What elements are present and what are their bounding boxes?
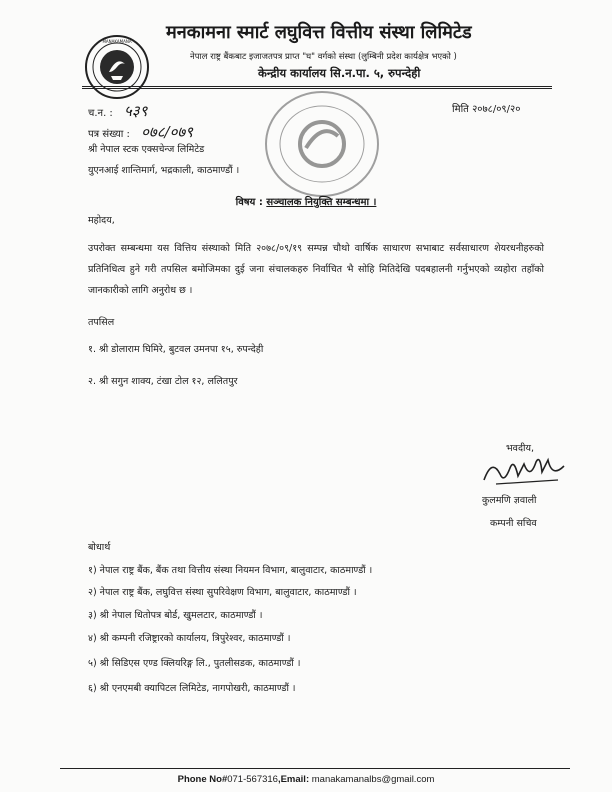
chalani-number xyxy=(88,101,147,121)
organization-office: केन्द्रीय कार्यालय सि.न.पा. ५, रुपन्देही xyxy=(258,66,421,80)
recipient-name: श्री नेपाल स्टक एक्सचेन्ज लिमिटेड xyxy=(88,144,205,155)
date-value: २०७८/०९/२० xyxy=(472,104,521,115)
body-paragraph: उपरोक्त सम्बन्धमा यस वित्तिय संस्थाको मिति २०७८/०९/१९ सम्पन्न चौथो वार्षिक साधारण सभाबाट सर्वसाधारण शेयरधनीहरुको प्रतिनिधित्व हुने गरी तपसिल बमोजिमका दुई जना संचालकहरु निर्वाचित भै सोहि मितिदेखि पदबहालनी गर्नुभएको व्यहोरा तहाँको जानकारीको लागि अनुरोध छ । xyxy=(88,243,544,296)
footer-divider xyxy=(60,768,570,769)
subject-text: सञ्चालक नियुक्ति सम्बन्धमा । xyxy=(266,197,377,208)
letter-date xyxy=(452,101,520,115)
salutation: महोदय, xyxy=(88,215,115,226)
cc-item: ५) श्री सिडिएस एण्ड क्लियरिङ्ग लि., पुतलीसडक, काठमाण्डौं । xyxy=(88,658,301,669)
tapasil-label: तपसिल xyxy=(88,317,115,328)
subject-label: विषय : xyxy=(235,197,263,208)
phone-number: 071-567316 xyxy=(227,774,278,785)
signatory-title: कम्पनी सचिव xyxy=(490,518,537,529)
cc-item: १) नेपाल राष्ट्र बैंक, बैंक तथा वित्तीय संस्था नियमन विभाग, बालुवाटार, काठमाण्डौं । xyxy=(88,565,373,576)
recipient-address: युएनआई शान्तिमार्ग, भद्रकाली, काठमाण्डौं । xyxy=(88,165,240,176)
footer-contact xyxy=(0,774,612,785)
patra-label: पत्र संख्या : xyxy=(88,129,130,140)
patra-value: ०७८/०७९ xyxy=(141,123,193,141)
cc-item: ३) श्री नेपाल धितोपत्र बोर्ड, खुमलटार, काठमाण्डौं । xyxy=(88,610,263,621)
subject-line xyxy=(0,194,612,208)
director-item: २. श्री सगुन शाक्य, टंखा टोल १२, ललितपुर xyxy=(88,376,238,387)
organization-name: मनकामना स्मार्ट लघुवित्त वित्तीय संस्था लिमिटेड xyxy=(166,22,472,43)
cc-label: बोधार्थ xyxy=(88,542,111,553)
email-label: ,Email: xyxy=(277,774,310,785)
chalani-label: च.न. : xyxy=(88,108,113,119)
cc-item: २) नेपाल राष्ट्र बैंक, लघुवित्त संस्था सुपरिवेक्षण विभाग, बालुवाटार, काठमाण्डौं । xyxy=(88,587,357,598)
signature-icon xyxy=(478,450,570,492)
company-logo-icon xyxy=(84,34,150,100)
office-stamp-icon xyxy=(262,88,382,200)
header-divider xyxy=(82,86,552,87)
cc-item: ४) श्री कम्पनी रजिष्ट्रारको कार्यालय, त्रिपुरेश्वर, काठमाण्डौं । xyxy=(88,633,291,644)
patra-number xyxy=(88,122,193,142)
chalani-value: ५३९ xyxy=(124,102,148,120)
email-address: manakamanalbs@gmail.com xyxy=(309,774,435,785)
date-label: मिति xyxy=(452,104,469,115)
cc-item: ६) श्री एनएमबी क्यापिटल लिमिटेड, नागपोखरी, काठमाण्डौं । xyxy=(88,683,296,694)
closing-bhavadiya: भवदीय, xyxy=(506,443,534,454)
signatory-name: कुलमणि ज्ञवाली xyxy=(482,495,537,506)
director-item: १. श्री डोलाराम घिमिरे, बुटवल उमनपा १५, रुपन्देही xyxy=(88,344,264,355)
organization-license-note: नेपाल राष्ट्र बैंकबाट इजाजतपत्र प्राप्त "घ" वर्गको संस्था (लुम्बिनी प्रदेश कार्यक्षेत्र भएको ) xyxy=(190,52,457,62)
phone-label: Phone No# xyxy=(177,774,228,785)
svg-text:MANAKAMANA: MANAKAMANA xyxy=(102,39,132,44)
